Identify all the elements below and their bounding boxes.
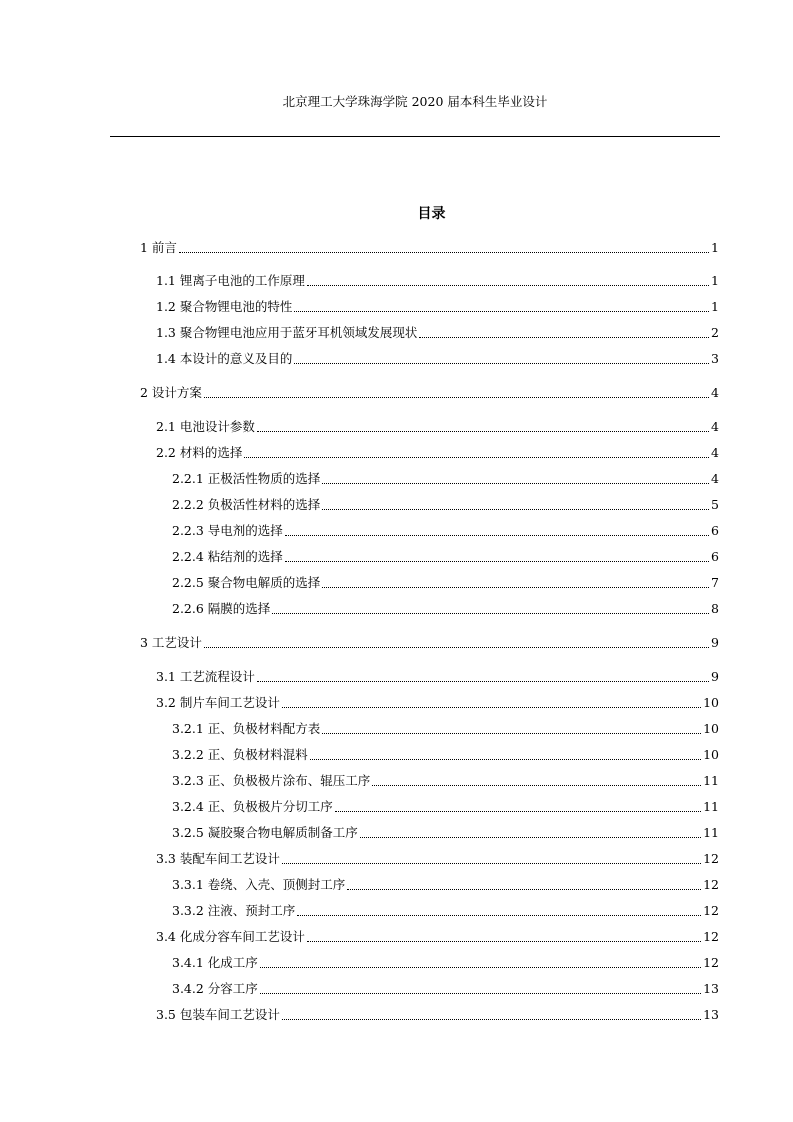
dot-leader [322, 509, 709, 510]
toc-entry-page: 8 [711, 601, 719, 616]
dot-leader [260, 993, 701, 994]
toc-entry[interactable] [156, 417, 719, 437]
toc-entry-label: 3.2.5 凝胶聚合物电解质制备工序 [172, 825, 358, 840]
dot-leader [285, 561, 709, 562]
toc-entry-label: 2.2.5 聚合物电解质的选择 [172, 575, 321, 590]
toc-entry[interactable] [156, 693, 719, 713]
dot-leader [285, 535, 709, 536]
toc-entry-page: 12 [703, 877, 719, 892]
toc-entry-label: 3 工艺设计 [140, 635, 202, 650]
toc-entry-label: 2.2.2 负极活性材料的选择 [172, 497, 321, 512]
toc-entry[interactable] [172, 599, 719, 619]
toc-entry-page: 12 [703, 851, 719, 866]
toc-entry-label: 3.2.2 正、负极材料混料 [172, 747, 308, 762]
dot-leader [204, 647, 709, 648]
toc-entry-page: 6 [711, 523, 719, 538]
toc-entry-page: 1 [711, 240, 719, 255]
toc-entry-page: 1 [711, 299, 719, 314]
toc-entry-page: 4 [711, 419, 719, 434]
toc-entry-page: 12 [703, 955, 719, 970]
toc-entry-page: 9 [711, 669, 719, 684]
dot-leader [347, 889, 701, 890]
toc-entry[interactable] [172, 797, 719, 817]
dot-leader [282, 863, 701, 864]
toc-entry-page: 11 [703, 825, 719, 840]
toc-entry-page: 10 [703, 721, 719, 736]
toc-entry-label: 3.3.2 注液、预封工序 [172, 903, 296, 918]
dot-leader [260, 967, 701, 968]
toc-entry-label: 2.2 材料的选择 [156, 445, 243, 460]
dot-leader [282, 1019, 701, 1020]
toc-entry-page: 13 [703, 1007, 719, 1022]
toc-entry-label: 3.4 化成分容车间工艺设计 [156, 929, 305, 944]
toc-entry-page: 11 [703, 773, 719, 788]
toc-entry-label: 3.5 包装车间工艺设计 [156, 1007, 280, 1022]
toc-entry-label: 3.3 装配车间工艺设计 [156, 851, 280, 866]
toc-entry-page: 12 [703, 929, 719, 944]
toc-entry-page: 12 [703, 903, 719, 918]
toc-entry-page: 2 [711, 325, 719, 340]
toc-entry-page: 10 [703, 695, 719, 710]
toc-entry-label: 3.2.4 正、负极极片分切工序 [172, 799, 333, 814]
toc-entry[interactable] [172, 719, 719, 739]
toc-entry-label: 1.4 本设计的意义及目的 [156, 351, 293, 366]
toc-entry-label: 2 设计方案 [140, 385, 202, 400]
toc-entry-label: 3.4.1 化成工序 [172, 955, 258, 970]
toc-entry[interactable] [156, 1005, 719, 1025]
dot-leader [244, 457, 709, 458]
dot-leader [335, 811, 701, 812]
dot-leader [372, 785, 701, 786]
toc-entry[interactable] [140, 383, 719, 403]
toc-entry[interactable] [172, 901, 719, 921]
toc-entry-label: 1.1 锂离子电池的工作原理 [156, 273, 305, 288]
toc-entry-page: 7 [711, 575, 719, 590]
toc-entry[interactable] [172, 979, 719, 999]
toc-entry-page: 6 [711, 549, 719, 564]
toc-entry[interactable] [172, 573, 719, 593]
dot-leader [282, 707, 701, 708]
toc-entry-page: 1 [711, 273, 719, 288]
toc-entry[interactable] [172, 469, 719, 489]
toc-entry[interactable] [172, 771, 719, 791]
dot-leader [322, 483, 709, 484]
toc-entry[interactable] [156, 323, 719, 343]
toc-entry[interactable] [172, 745, 719, 765]
dot-leader [294, 311, 709, 312]
toc-entry-label: 3.2.1 正、负极材料配方表 [172, 721, 321, 736]
dot-leader [257, 681, 709, 682]
toc-entry-page: 3 [711, 351, 719, 366]
dot-leader [272, 613, 709, 614]
toc-entry-label: 3.4.2 分容工序 [172, 981, 258, 996]
toc-entry[interactable] [156, 349, 719, 369]
toc-entry-label: 2.1 电池设计参数 [156, 419, 255, 434]
toc-entry-page: 13 [703, 981, 719, 996]
toc-entry-label: 2.2.1 正极活性物质的选择 [172, 471, 321, 486]
toc-entry[interactable] [172, 547, 719, 567]
dot-leader [294, 363, 709, 364]
toc-entry-label: 3.2 制片车间工艺设计 [156, 695, 280, 710]
toc-title: 目录 [417, 206, 446, 222]
toc-entry[interactable] [140, 633, 719, 653]
toc-entry[interactable] [172, 521, 719, 541]
toc-entry[interactable] [156, 297, 719, 317]
toc-entry-label: 2.2.6 隔膜的选择 [172, 601, 271, 616]
toc-entry-page: 10 [703, 747, 719, 762]
toc-entry-page: 4 [711, 445, 719, 460]
dot-leader [179, 252, 709, 253]
toc-entry[interactable] [156, 271, 719, 291]
dot-leader [322, 587, 709, 588]
toc-entry[interactable] [172, 875, 719, 895]
page-header: 北京理工大学珠海学院 2020 届本科生毕业设计 [282, 94, 548, 109]
toc-entry-page: 4 [711, 385, 719, 400]
toc-entry-page: 9 [711, 635, 719, 650]
dot-leader [322, 733, 701, 734]
dot-leader [307, 941, 701, 942]
toc-entry[interactable] [156, 667, 719, 687]
toc-entry-label: 1 前言 [140, 240, 177, 255]
toc-entry[interactable] [156, 443, 719, 463]
toc-entry[interactable] [172, 953, 719, 973]
toc-entry-page: 11 [703, 799, 719, 814]
dot-leader [419, 337, 709, 338]
toc-entry-label: 1.2 聚合物锂电池的特性 [156, 299, 293, 314]
toc-entry[interactable] [156, 849, 719, 869]
dot-leader [257, 431, 709, 432]
toc-entry-label: 3.1 工艺流程设计 [156, 669, 255, 684]
toc-entry[interactable] [172, 495, 719, 515]
toc-entry-label: 2.2.3 导电剂的选择 [172, 523, 283, 538]
toc-entry-label: 2.2.4 粘结剂的选择 [172, 549, 283, 564]
toc-entry-page: 4 [711, 471, 719, 486]
dot-leader [360, 837, 701, 838]
toc-entry[interactable] [172, 823, 719, 843]
toc-entry-page: 5 [711, 497, 719, 512]
toc-entry-label: 3.2.3 正、负极极片涂布、辊压工序 [172, 773, 371, 788]
dot-leader [204, 397, 709, 398]
dot-leader [310, 759, 701, 760]
toc-entry[interactable] [140, 238, 719, 258]
toc-entry[interactable] [156, 927, 719, 947]
toc-entry-label: 3.3.1 卷绕、入壳、顶侧封工序 [172, 877, 346, 892]
dot-leader [307, 285, 709, 286]
dot-leader [297, 915, 701, 916]
toc-entry-label: 1.3 聚合物锂电池应用于蓝牙耳机领域发展现状 [156, 325, 418, 340]
